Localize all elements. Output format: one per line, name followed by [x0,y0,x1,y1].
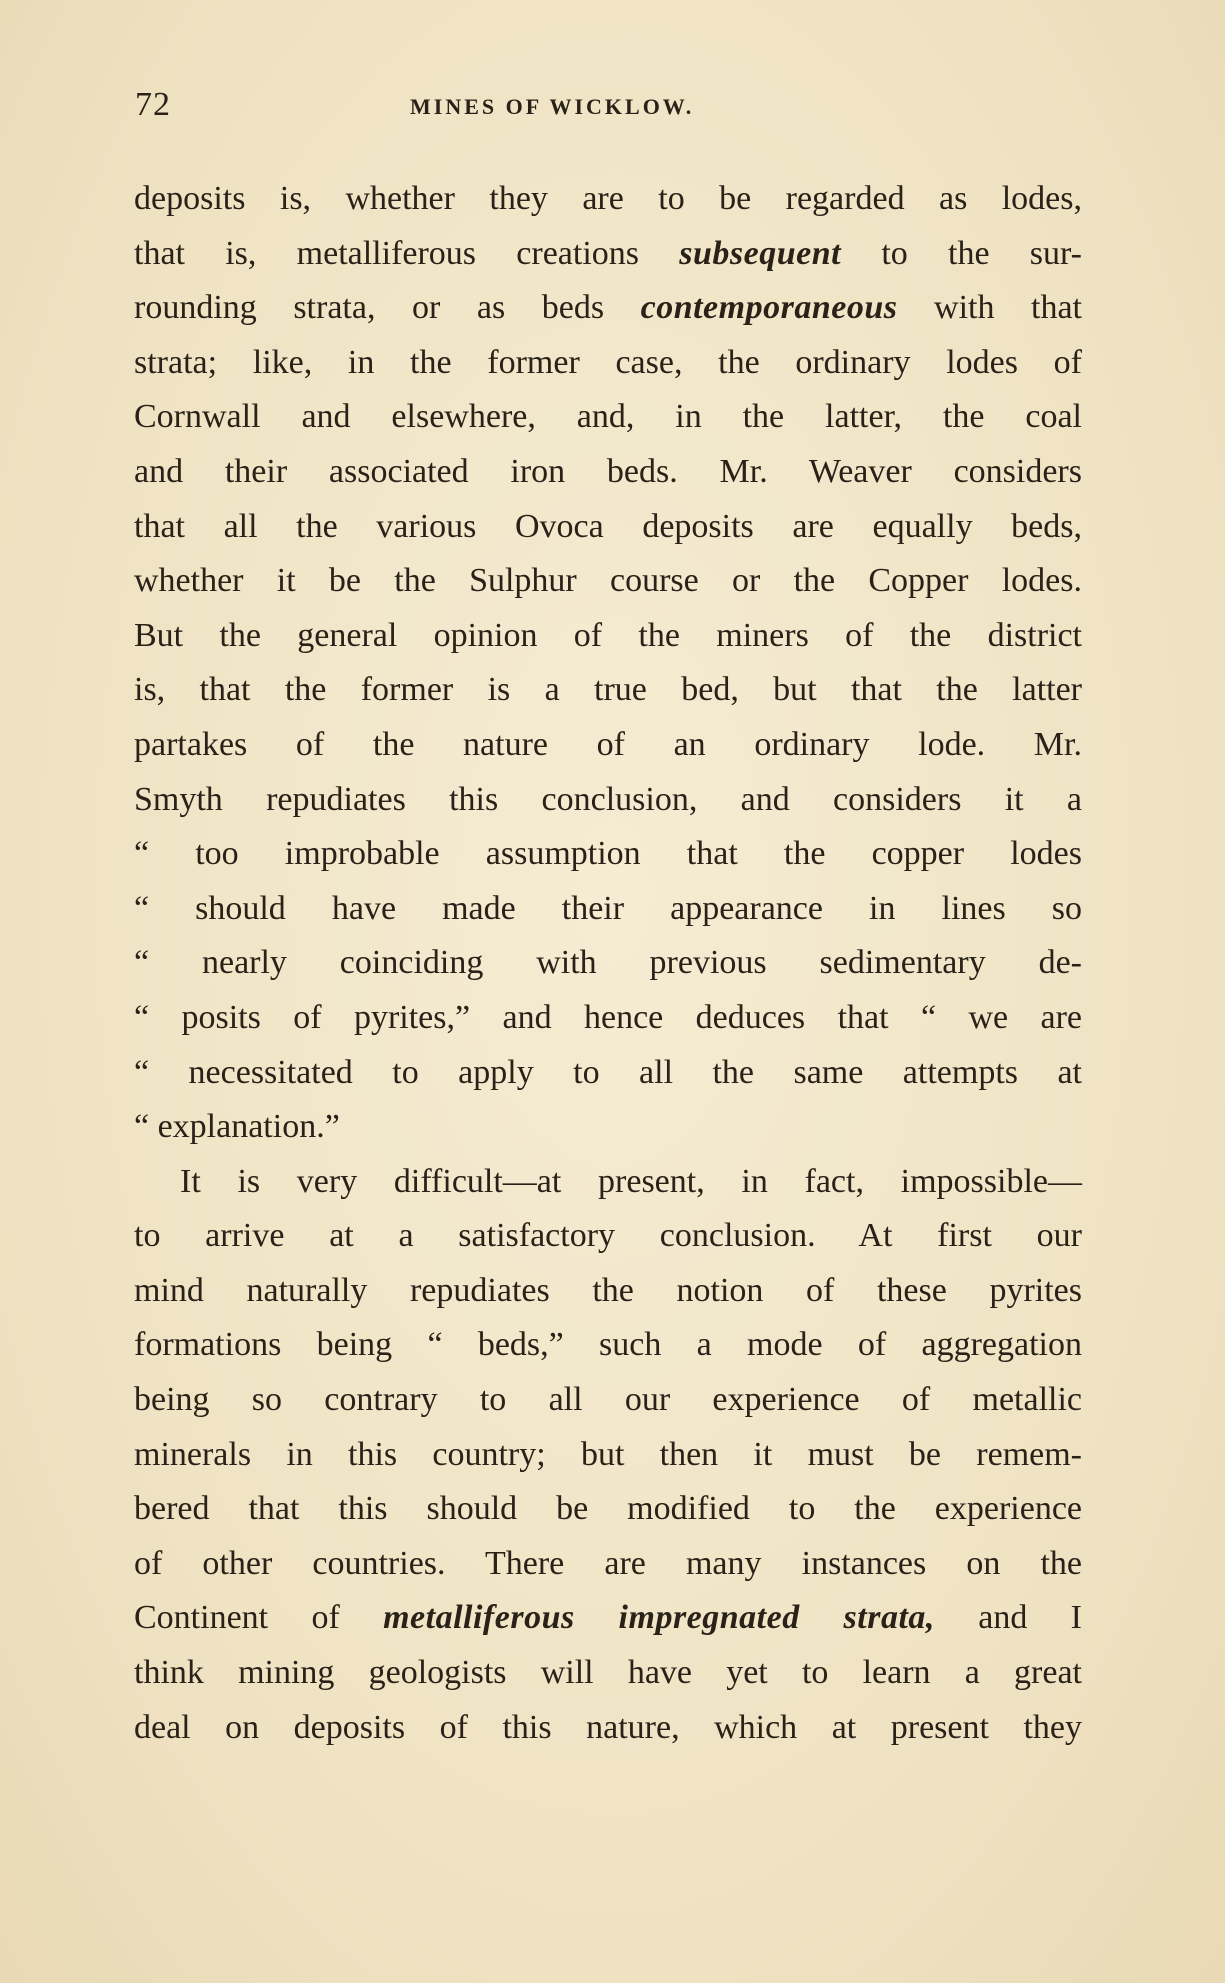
italic-term: subsequent [679,234,842,272]
text-line: to arrive at a satisfactory conclusion. At first our [134,1217,1082,1255]
text-line: Continent of metalliferous impregnated strata, and I [134,1599,1082,1637]
text-line: rounding strata, or as beds contemporaneous with that [134,289,1082,327]
text-line: “ explanation.” [134,1108,340,1146]
text-line: is, that the former is a true bed, but that the latter [134,671,1082,709]
italic-term: metalliferous impregnated strata, [383,1599,935,1637]
running-head [135,86,1085,136]
text-line: “ nearly coinciding with previous sedimentary de- [134,944,1082,982]
text-line: “ should have made their appearance in lines so [134,889,1082,927]
text-line: think mining geologists will have yet to learn a great [134,1654,1082,1692]
text-line: minerals in this country; but then it must be remem- [134,1435,1082,1473]
text-line: Cornwall and elsewhere, and, in the latter, the coal [134,398,1082,436]
text-line: “ necessitated to apply to all the same attempts at [134,1053,1082,1091]
text-line: that is, metalliferous creations subsequent to the sur- [134,234,1082,272]
text-line: whether it be the Sulphur course or the Copper lodes. [134,562,1082,600]
text-line: partakes of the nature of an ordinary lode. Mr. [134,725,1082,763]
text-line: formations being “ beds,” such a mode of aggregation [134,1326,1082,1364]
text-line: of other countries. There are many instances on the [134,1544,1082,1582]
text-line: Smyth repudiates this conclusion, and considers it a [134,780,1082,818]
italic-term: contemporaneous [640,289,898,327]
body-text [134,172,1082,1755]
text-line: being so contrary to all our experience of metallic [134,1381,1082,1419]
text-line: mind naturally repudiates the notion of these pyrites [134,1271,1082,1309]
text-line: It is very difficult—at present, in fact, impossible— [180,1162,1082,1200]
text-line: strata; like, in the former case, the ordinary lodes of [134,343,1082,381]
text-line: deposits is, whether they are to be regarded as lodes, [134,180,1082,217]
running-title: MINES OF WICKLOW. [410,94,695,119]
text-line: “ posits of pyrites,” and hence deduces that “ we are [134,998,1082,1036]
text-line: deal on deposits of this nature, which at present they [134,1708,1082,1746]
text-line: and their associated iron beds. Mr. Weaver considers [134,452,1082,490]
text-line: that all the various Ovoca deposits are equally beds, [134,507,1082,545]
text-line: But the general opinion of the miners of the district [134,616,1082,654]
text-line: bered that this should be modified to the experience [134,1490,1082,1528]
text-line: “ too improbable assumption that the copper lodes [134,835,1082,873]
page-number: 72 [135,86,171,123]
